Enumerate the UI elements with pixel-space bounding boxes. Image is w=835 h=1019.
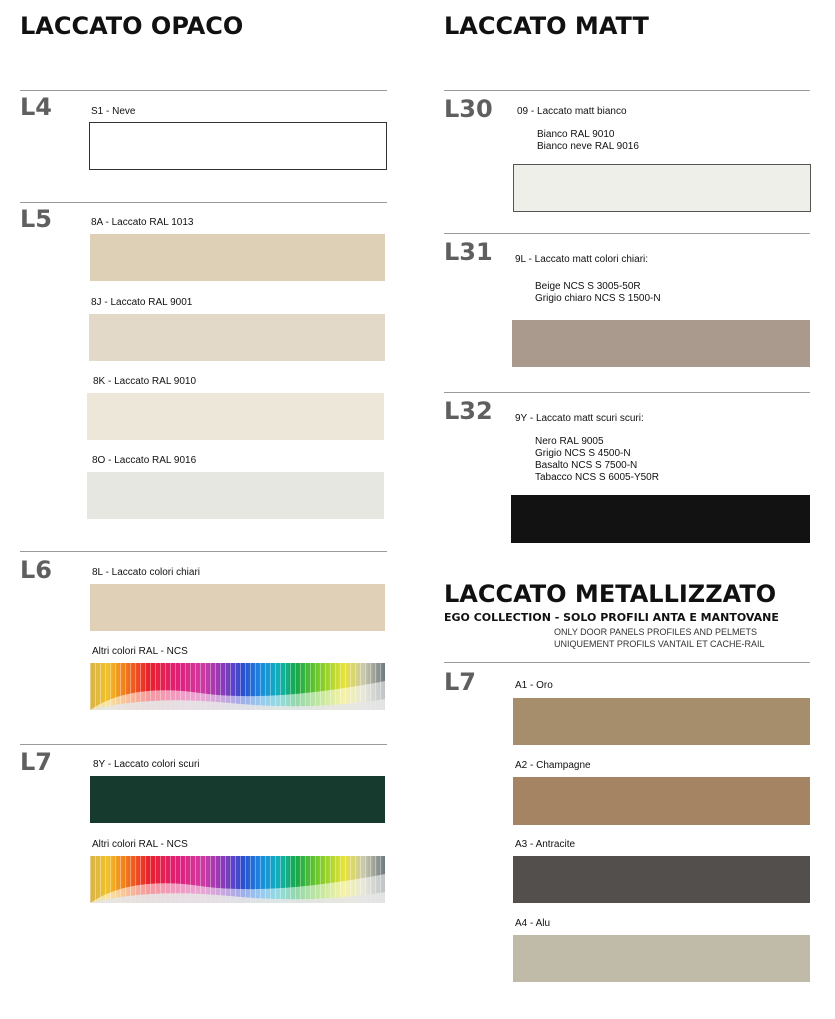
swatch-label: 9L - Laccato matt colori chiari:	[515, 254, 649, 265]
swatch-details	[535, 436, 659, 484]
swatch-label: S1 - Neve	[91, 106, 136, 117]
metal-subtitle: EGO COLLECTION - SOLO PROFILI ANTA E MANTOVANE	[444, 611, 779, 624]
divider	[20, 551, 387, 552]
detail-line: Bianco neve RAL 9016	[537, 141, 639, 152]
swatch-label: 8Y - Laccato colori scuri	[93, 759, 200, 770]
color-swatch[interactable]	[513, 698, 810, 745]
swatch-label: A3 - Antracite	[515, 839, 576, 850]
divider	[20, 202, 387, 203]
color-swatch[interactable]	[513, 935, 810, 982]
group-code: L32	[444, 397, 493, 425]
group-code: L6	[20, 556, 52, 584]
detail-line: Nero RAL 9005	[535, 436, 604, 447]
group-code: L30	[444, 95, 493, 123]
group-code: L7	[20, 748, 52, 776]
group-code: L31	[444, 238, 493, 266]
detail-line: Tabacco NCS S 6005-Y50R	[535, 472, 659, 483]
swatch-label: 09 - Laccato matt bianco	[517, 106, 627, 117]
divider	[20, 744, 387, 745]
metal-section-title: LACCATO METALLIZZATO	[444, 580, 777, 608]
swatch-label: A4 - Alu	[515, 918, 551, 929]
color-fan-graphic	[90, 663, 385, 710]
note-line: ONLY DOOR PANELS PROFILES AND PELMETS	[554, 627, 758, 637]
group-code: L5	[20, 205, 52, 233]
group-code: L7	[444, 668, 476, 696]
divider	[444, 90, 810, 91]
metal-notes	[554, 626, 765, 650]
detail-line: Grigio NCS S 4500-N	[535, 448, 631, 459]
divider	[444, 392, 810, 393]
divider	[20, 90, 387, 91]
swatch-label: A2 - Champagne	[515, 760, 591, 771]
right-section-title: LACCATO MATT	[444, 12, 649, 40]
note-line: UNIQUEMENT PROFILS VANTAIL ET CACHE-RAIL	[554, 639, 765, 649]
swatch-details	[537, 129, 639, 153]
color-swatch[interactable]	[513, 164, 811, 212]
swatch-label: Altri colori RAL - NCS	[92, 839, 188, 850]
swatch-label: A1 - Oro	[515, 680, 553, 691]
detail-line: Basalto NCS S 7500-N	[535, 460, 638, 471]
color-swatch[interactable]	[511, 495, 810, 543]
swatch-label: Altri colori RAL - NCS	[92, 646, 188, 657]
color-swatch[interactable]	[87, 472, 384, 519]
detail-line: Beige NCS S 3005-50R	[535, 281, 641, 292]
swatch-label: 8A - Laccato RAL 1013	[91, 217, 194, 228]
left-section-title: LACCATO OPACO	[20, 12, 244, 40]
color-swatch[interactable]	[90, 776, 385, 823]
detail-line: Bianco RAL 9010	[537, 129, 615, 140]
color-fan-image[interactable]	[90, 663, 385, 710]
color-swatch[interactable]	[87, 393, 384, 440]
swatch-label: 8O - Laccato RAL 9016	[92, 455, 197, 466]
color-swatch[interactable]	[89, 314, 385, 361]
color-fan-graphic	[90, 856, 385, 903]
swatch-label: 8L - Laccato colori chiari	[92, 567, 201, 578]
swatch-label: 9Y - Laccato matt scuri scuri:	[515, 413, 644, 424]
divider	[444, 233, 810, 234]
divider	[444, 662, 810, 663]
color-swatch[interactable]	[512, 320, 810, 367]
color-swatch[interactable]	[513, 856, 810, 903]
group-code: L4	[20, 93, 52, 121]
color-swatch[interactable]	[90, 234, 385, 281]
swatch-label: 8J - Laccato RAL 9001	[91, 297, 193, 308]
swatch-label: 8K - Laccato RAL 9010	[93, 376, 197, 387]
color-swatch[interactable]	[513, 777, 810, 825]
swatch-details	[535, 281, 661, 305]
color-swatch[interactable]	[89, 122, 387, 170]
color-fan-image[interactable]	[90, 856, 385, 903]
color-swatch[interactable]	[90, 584, 385, 631]
detail-line: Grigio chiaro NCS S 1500-N	[535, 293, 661, 304]
